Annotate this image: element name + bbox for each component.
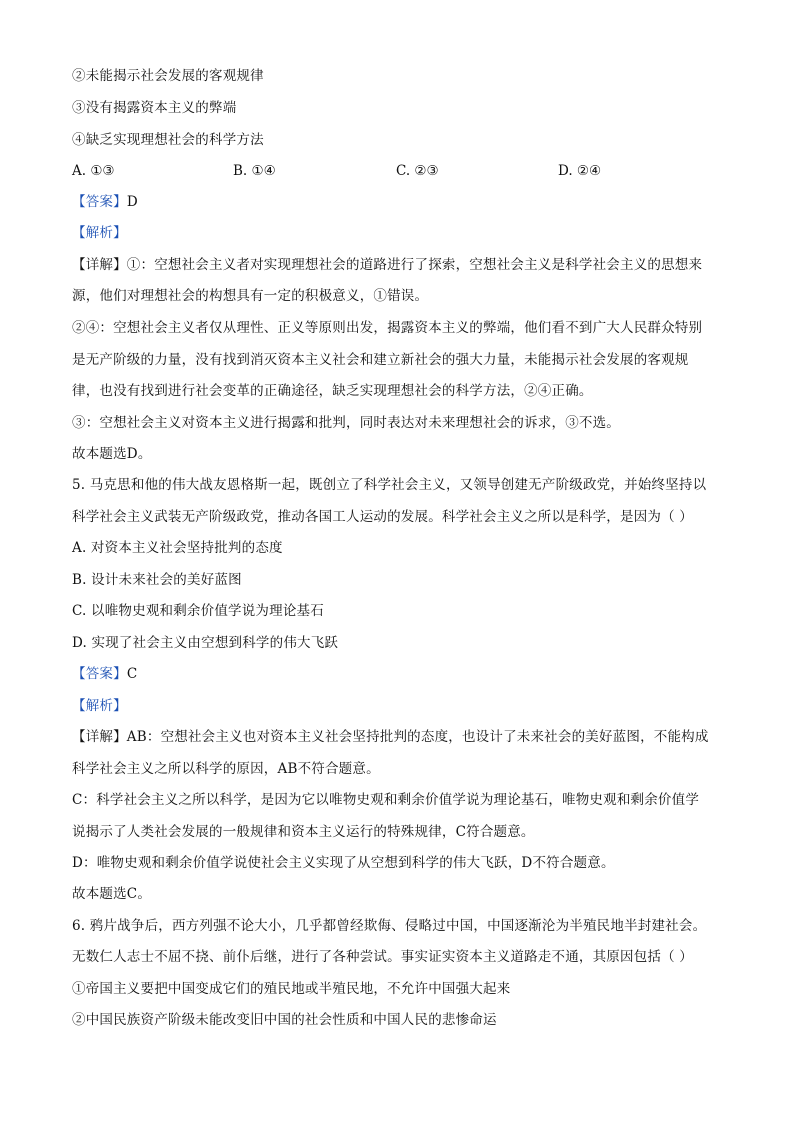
q5-answer xyxy=(72,664,732,684)
q5-stem-line: 科学社会主义武装无产阶级政党，推动各国工人运动的发展。科学社会主义之所以是科学，是因为（ ） xyxy=(72,509,693,525)
q4-item-2: ②未能揭示社会发展的客观规律 xyxy=(72,68,264,84)
q4-option-d: D. ②④ xyxy=(558,163,602,179)
q5-option-c: C. 以唯物史观和剩余价值学说为理论基石 xyxy=(72,603,324,619)
q4-item-4: ④缺乏实现理想社会的科学方法 xyxy=(72,132,264,148)
q6-item-1: ①帝国主义要把中国变成它们的殖民地或半殖民地，不允许中国强大起来 xyxy=(72,981,511,997)
q5-detail-line: C：科学社会主义之所以科学，是因为它以唯物史观和剩余价值学说为理论基石，唯物史观和剩余价值学 xyxy=(72,792,700,808)
q5-detail-line: 科学社会主义之所以科学的原因，AB不符合题意。 xyxy=(72,761,380,777)
q5-option-a: A. 对资本主义社会坚持批判的态度 xyxy=(72,540,283,556)
q5-option-d: D. 实现了社会主义由空想到科学的伟大飞跃 xyxy=(72,635,339,651)
q5-answer-value: C xyxy=(126,666,138,682)
q4-detail-line: 是无产阶级的力量，没有找到消灭资本主义社会和建立新社会的强大力量，未能揭示社会发展的客观规 xyxy=(72,352,689,368)
q6-stem-line: 6. 鸦片战争后，西方列强不论大小，几乎都曾经欺侮、侵略过中国，中国逐渐沦为半殖民地半封建社会。 xyxy=(72,918,707,934)
q4-detail-line: ②④：空想社会主义者仅从理性、正义等原则出发，揭露资本主义的弊端，他们看不到广大人民群众特别 xyxy=(72,320,703,336)
q4-answer-value: D xyxy=(126,194,138,210)
q5-answer-tag: 【答案】 xyxy=(72,666,127,682)
q4-option-a: A. ①③ xyxy=(72,163,115,179)
q5-stem-line: 5. 马克思和他的伟大战友恩格斯一起，既创立了科学社会主义，又领导创建无产阶级政党，并始终坚持以 xyxy=(72,477,707,493)
q5-detail-line: 故本题选C。 xyxy=(72,886,152,902)
q6-stem-line: 无数仁人志士不屈不挠、前仆后继，进行了各种尝试。事实证实资本主义道路走不通，其原因包括（ ） xyxy=(72,949,693,965)
q4-option-b: B. ①④ xyxy=(233,163,276,179)
q4-item-3: ③没有揭露资本主义的弊端 xyxy=(72,100,237,116)
q4-detail-line: 故本题选D。 xyxy=(72,446,152,462)
q4-detail-line: ③：空想社会主义对资本主义进行揭露和批判，同时表达对未来理想社会的诉求，③不选。 xyxy=(72,415,620,431)
q5-detail-line: 【详解】AB：空想社会主义也对资本主义社会坚持批判的态度，也设计了未来社会的美好蓝图，不能构成 xyxy=(72,729,709,745)
q4-answer xyxy=(72,192,732,212)
q4-detail-line: 源，他们对理想社会的构想具有一定的积极意义，①错误。 xyxy=(72,288,429,304)
q4-detail-line: 【详解】①：空想社会主义者对实现理想社会的道路进行了探索，空想社会主义是科学社会主义的思想来 xyxy=(72,257,703,273)
q5-detail-line: D：唯物史观和剩余价值学说使社会主义实现了从空想到科学的伟大飞跃，D不符合题意。 xyxy=(72,855,615,871)
q4-option-c: C. ②③ xyxy=(396,163,439,179)
q5-option-b: B. 设计未来社会的美好蓝图 xyxy=(72,572,242,588)
q4-analysis-tag: 【解析】 xyxy=(72,225,127,241)
q4-answer-tag: 【答案】 xyxy=(72,194,127,210)
q5-analysis-tag: 【解析】 xyxy=(72,698,127,714)
q6-item-2: ②中国民族资产阶级未能改变旧中国的社会性质和中国人民的悲惨命运 xyxy=(72,1012,497,1028)
q5-detail-line: 说揭示了人类社会发展的一般规律和资本主义运行的特殊规律，C符合题意。 xyxy=(72,824,535,840)
q4-detail-line: 律，也没有找到进行社会变革的正确途径，缺乏实现理想社会的科学方法，②④正确。 xyxy=(72,383,593,399)
